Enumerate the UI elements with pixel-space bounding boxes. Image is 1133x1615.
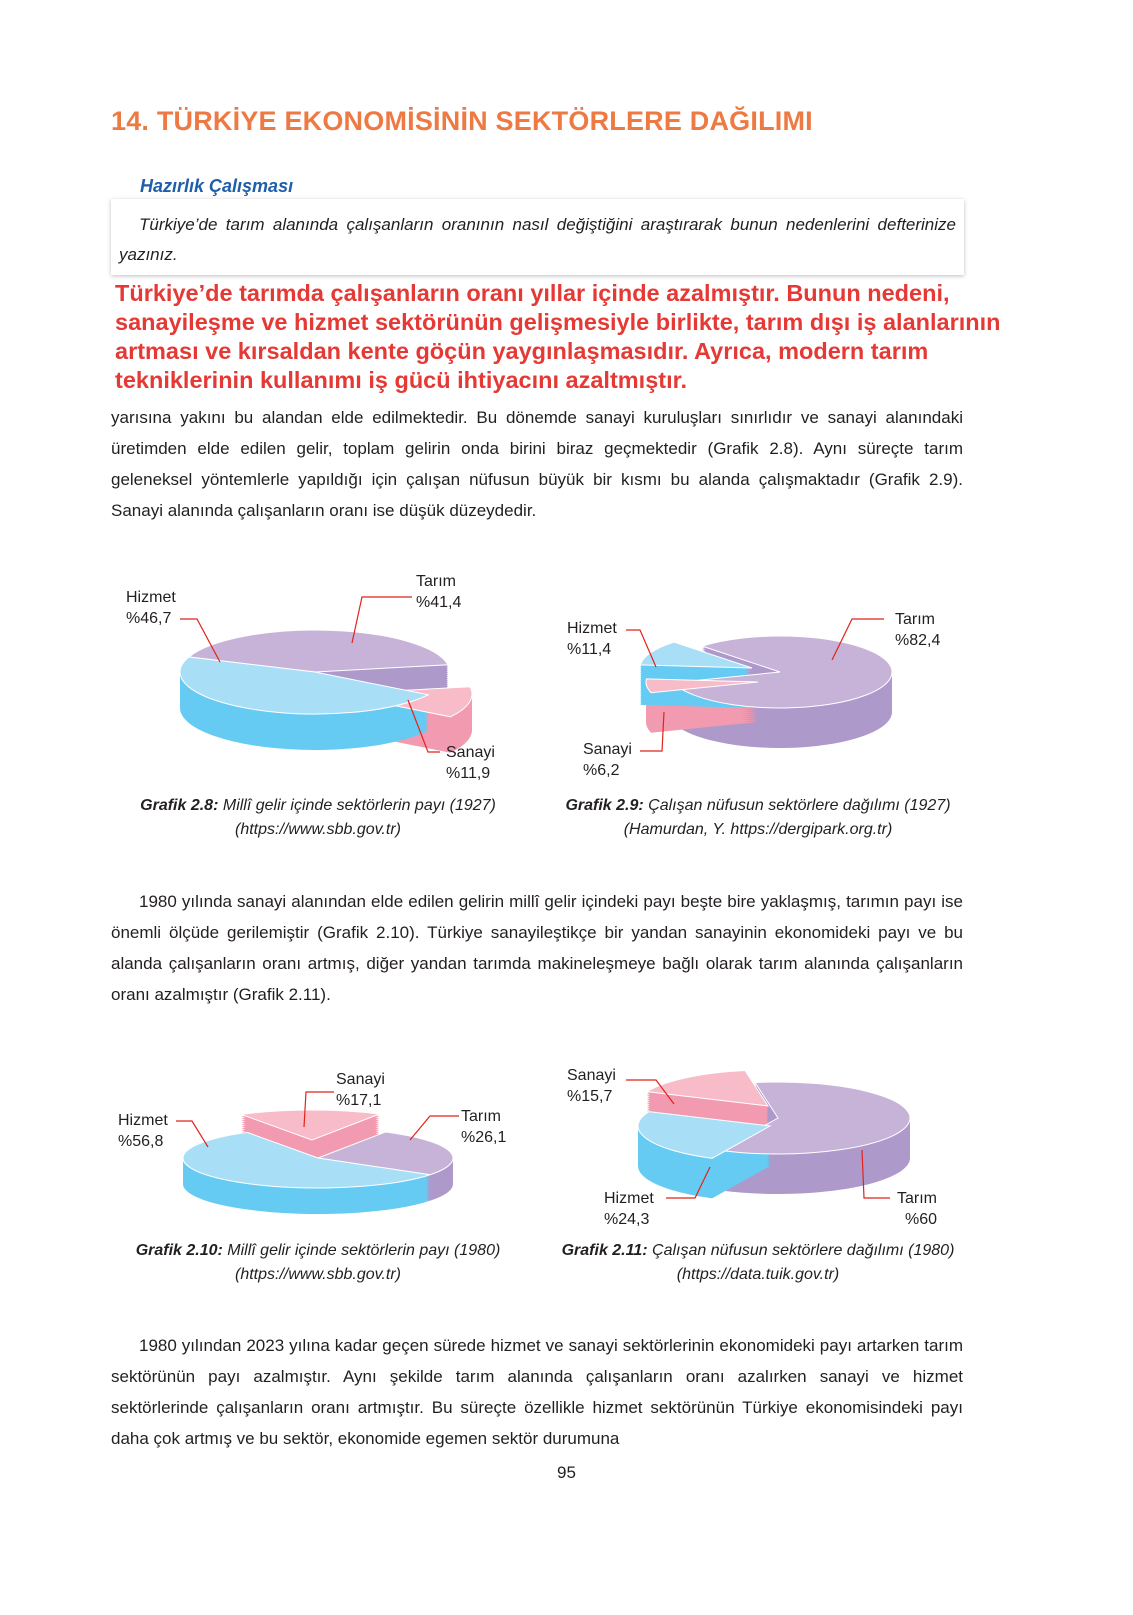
- label-sanayi: Sanayi %11,9: [446, 744, 495, 782]
- label-tarim: Tarım %26,1: [461, 1108, 507, 1146]
- label-tarim: Tarım %41,4: [416, 573, 462, 611]
- leader-line: [410, 1116, 459, 1140]
- caption-2-11: Grafik 2.11: Çalışan nüfusun sektörlere dağılımı (1980) (https://data.tuik.gov.tr): [561, 1242, 955, 1283]
- label-tarim: Tarım %82,4: [895, 611, 941, 649]
- label-sanayi: Sanayi %15,7: [567, 1067, 616, 1105]
- pie-2-8: [180, 630, 472, 753]
- label-hizmet: Hizmet %46,7: [126, 589, 176, 627]
- answer-line: Türkiye’de tarımda çalışanların oranı yıllar içinde azalmıştır. Bunun nedeni,: [115, 280, 950, 306]
- answer-line: tekniklerinin kullanımı iş gücü ihtiyacını azaltmıştır.: [115, 367, 687, 393]
- caption-2-8: Grafik 2.8: Millî gelir içinde sektörlerin payı (1927) (https://www.sbb.gov.tr): [140, 797, 496, 838]
- paragraph: 1980 yılından 2023 yılına kadar geçen sürede hizmet ve sanayi sektörlerinin ekonomideki payı artarken tarım sektörünün payı azalmıştır. Aynı şekilde tarım alanında çalışanların oranı azalırken sanayi ve hizmet sektörlerinde çalışanların oranı artmıştır. Bu süreçte özellikle hizmet sektörünün Türkiye ekonomisindeki payı daha çok artmış ve bu sektör, ekonomide egemen sektör durumuna: [111, 1336, 963, 1448]
- answer-line: sanayileşme ve hizmet sektörünün gelişmesiyle birlikte, tarım dışı iş alanlarının: [115, 309, 1001, 335]
- label-tarim: Tarım %60: [897, 1190, 937, 1228]
- prep-heading: Hazırlık Çalışması: [140, 176, 294, 196]
- label-hizmet: Hizmet %24,3: [604, 1190, 654, 1228]
- pie-2-9: [640, 636, 892, 748]
- label-sanayi: Sanayi %6,2: [583, 741, 632, 779]
- paragraph: 1980 yılında sanayi alanından elde edilen gelirin millî gelir içindeki payı beşte bire yaklaşmış, tarımın payı ise önemli ölçüde gerilemiştir (Grafik 2.10). Türkiye sanayileştikçe bir yandan sanayinin ekonomideki payı ve bu alanda çalışanların oranı artmış, diğer yandan tarımda makineleşmeye bağlı olarak tarım alanında çalışanların oranı azalmıştır (Grafik 2.11).: [111, 892, 963, 1004]
- answer-line: artması ve kırsaldan kente göçün yaygınlaşmasıdır. Ayrıca, modern tarım: [115, 338, 929, 364]
- page-number: 95: [557, 1463, 576, 1482]
- paragraph: yarısına yakını bu alandan elde edilmektedir. Bu dönemde sanayi kuruluşları sınırlıdır ve sanayi alanındaki üretimden elde edilen gelir, toplam gelirin onda birini biraz geçmektedir (Grafik 2.8). Aynı süreçte tarım geleneksel yöntemlerle yapıldığı için çalışan nüfusun büyük bir kısmı bu alanda çalışmaktadır (Grafik 2.9). Sanayi alanında çalışanların oranı ise düşük düzeydedir.: [111, 408, 963, 520]
- pie-2-11: [638, 1071, 910, 1199]
- label-hizmet: Hizmet %56,8: [118, 1112, 168, 1150]
- label-hizmet: Hizmet %11,4: [567, 620, 617, 658]
- label-sanayi: Sanayi %17,1: [336, 1071, 385, 1109]
- prep-text: Türkiye’de tarım alanında çalışanların oranının nasıl değiştiğini araştırarak bunun nedenlerini defterinize yazınız.: [119, 215, 956, 264]
- caption-2-9: Grafik 2.9: Çalışan nüfusun sektörlere dağılımı (1927) (Hamurdan, Y. https://dergipark.org.tr): [565, 797, 951, 838]
- chapter-title: 14. TÜRKİYE EKONOMİSİNİN SEKTÖRLERE DAĞILIMI: [111, 106, 813, 136]
- pie-2-10: [183, 1110, 453, 1214]
- caption-2-10: Grafik 2.10: Millî gelir içinde sektörlerin payı (1980) (https://www.sbb.gov.tr): [135, 1242, 501, 1283]
